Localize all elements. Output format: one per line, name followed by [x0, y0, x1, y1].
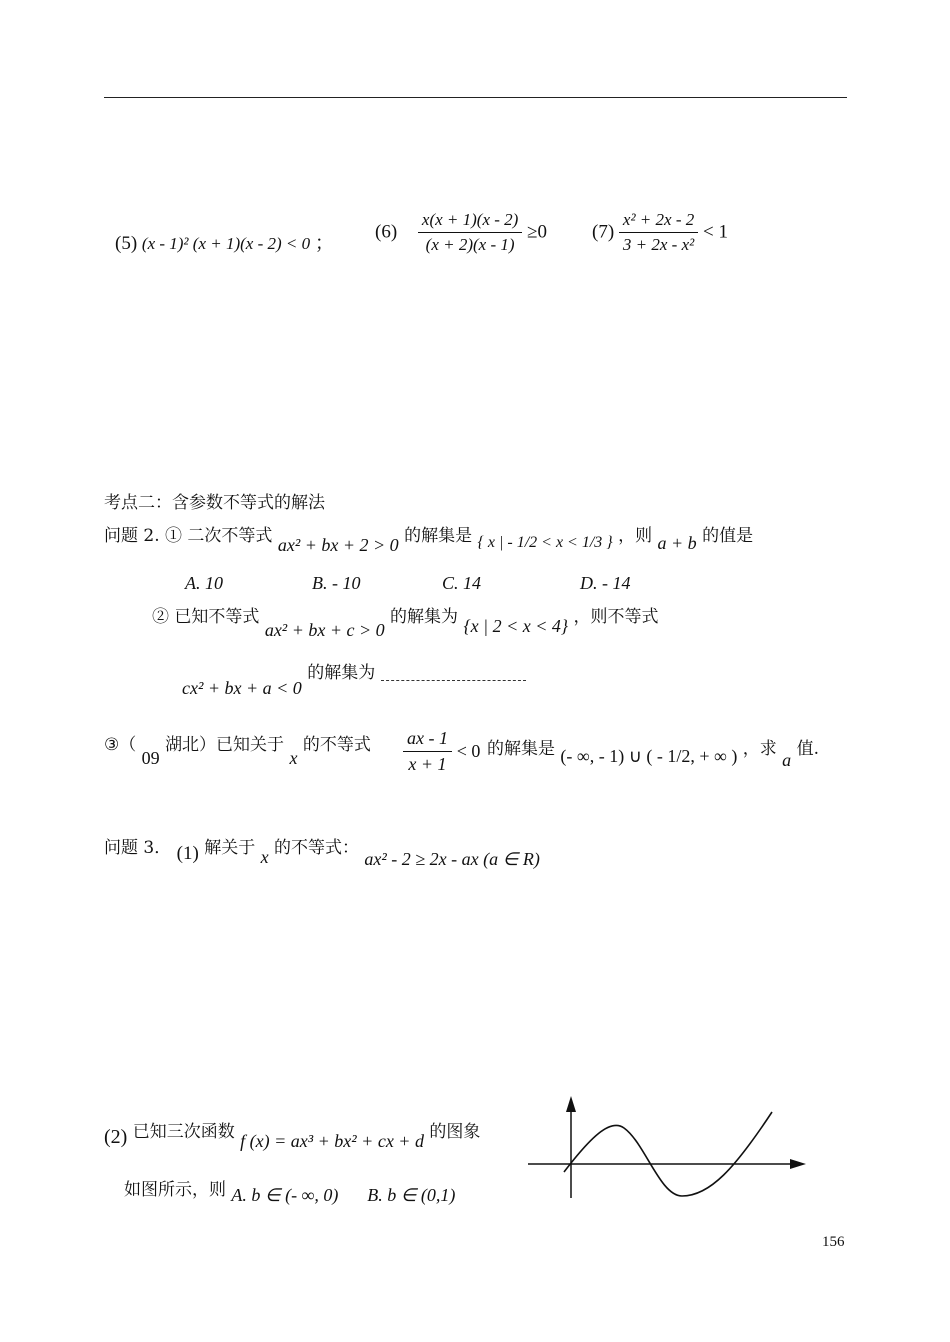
problem-6-label: (6) [375, 221, 398, 243]
q3-p2-text: 已知三次函数 [132, 1122, 235, 1142]
q2-option-c[interactable] [442, 573, 481, 594]
problem-7-fraction [619, 210, 698, 255]
answer-blank[interactable] [381, 666, 526, 681]
problem-6-fraction [418, 210, 522, 255]
q2-part3-fraction [403, 728, 452, 775]
q2-option-b[interactable] [312, 573, 361, 594]
problem-5 [115, 228, 334, 255]
q2-part3-set: (- ∞, - 1) ∪ ( - 1/2, + ∞ ) [560, 746, 738, 766]
q2-ab: a + b [657, 533, 697, 553]
q3-part2-line2 [124, 1175, 456, 1205]
q2-part3-source: 湖北）已知关于 [165, 735, 285, 755]
q2-part2-line2 [182, 658, 526, 698]
q2-part3-relation: < 0 [456, 741, 481, 761]
page-number: 156 [822, 1234, 845, 1250]
q2-mid: 的解集是 [404, 526, 473, 546]
q2-option-d-text: D. - 14 [580, 573, 631, 593]
cubic-graph [520, 1088, 820, 1203]
q3-option-b[interactable]: B. b ∈ (0,1) [367, 1185, 456, 1205]
q3-p1-label: (1) [176, 843, 199, 864]
q3-part1 [104, 833, 540, 869]
q2-part3-label: ③（ [104, 735, 137, 755]
q2-part3-a: a [782, 750, 792, 770]
q3-p1-x: x [260, 847, 269, 867]
q2-option-a-text: A. 10 [185, 573, 223, 593]
problem-5-expr: (x - 1)² (x + 1)(x - 2) < 0 [141, 234, 311, 253]
q3-p1-text: 解关于 [204, 838, 256, 858]
q3-part2 [104, 1117, 481, 1151]
q2-part3-end: 值. [796, 739, 819, 759]
problem-7-denominator: 3 + 2x - x² [622, 235, 695, 254]
q3-option-a[interactable]: A. b ∈ (- ∞, 0) [231, 1185, 339, 1205]
q2-part2-set: {x | 2 < x < 4} [463, 616, 569, 636]
q3-p2-tail: 的图象 [429, 1122, 481, 1142]
separator: ； [314, 233, 334, 254]
problem-5-label: (5) [115, 233, 138, 254]
q2-part3-mid: 的解集是 [487, 739, 555, 759]
x-axis-arrow-icon [790, 1159, 806, 1169]
section-title: 考点二：含参数不等式的解法 [104, 493, 325, 513]
q3-label: 问题 3． [104, 838, 172, 858]
problem-7-relation: < 1 [702, 221, 728, 243]
q2-option-b-text: B. - 10 [312, 573, 361, 593]
q2-option-a[interactable] [185, 573, 223, 594]
problem-6-denominator: (x + 2)(x - 1) [425, 235, 515, 254]
q2-part2-label: ② 已知不等式 [152, 607, 260, 627]
q2-label: 问题 2. ① 二次不等式 [104, 526, 273, 546]
q2-part3-x: x [289, 748, 298, 768]
q3-p2-expr: f (x) = ax³ + bx² + cx + d [240, 1131, 424, 1151]
problem-7-numerator: x² + 2x - 2 [619, 210, 698, 233]
problem-7 [592, 210, 728, 255]
cubic-curve [564, 1112, 772, 1196]
q2-part3-rest [487, 734, 819, 770]
q2-part3-denominator: x + 1 [408, 754, 447, 774]
header-rule [104, 97, 847, 98]
q2-part3-year: 09 [141, 748, 160, 768]
y-axis-arrow-icon [566, 1096, 576, 1112]
q3-p2-line2: 如图所示，则 [124, 1180, 226, 1200]
q2-part3-tail: ，求 [742, 739, 777, 759]
problem-6-numerator: x(x + 1)(x - 2) [418, 210, 522, 233]
q2-tail: 的值是 [702, 526, 754, 546]
q2-part3-text: 的不等式 [302, 735, 371, 755]
problem-6 [375, 210, 547, 255]
q2-part2-tail: ，则不等式 [573, 607, 659, 627]
q2-part3-fraction-wrap [403, 728, 480, 775]
q2-option-c-text: C. 14 [442, 573, 482, 593]
problem-6-relation: ≥0 [527, 221, 548, 243]
q3-p1-text2: 的不等式： [274, 838, 360, 858]
q2-expr: ax² + bx + 2 > 0 [277, 535, 399, 555]
q2-part2-mid: 的解集为 [390, 607, 459, 627]
q2-part3 [104, 730, 371, 768]
q2-part2-expr2: cx² + bx + a < 0 [182, 678, 302, 698]
q2-part2 [152, 602, 659, 640]
q2-part3-numerator: ax - 1 [403, 728, 452, 752]
q3-p1-expr: ax² - 2 ≥ 2x - ax (a ∈ R) [364, 849, 540, 869]
problem-7-label: (7) [592, 221, 615, 243]
q3-p2-label: (2) [104, 1126, 128, 1148]
q2-part1 [104, 521, 754, 555]
q2-set: { x | - 1/2 < x < 1/3 } [477, 534, 613, 551]
q2-part2-expr: ax² + bx + c > 0 [264, 620, 385, 640]
q2-part2-tail2: 的解集为 [307, 663, 376, 683]
q2-option-d[interactable] [580, 573, 631, 594]
q2-then: ，则 [618, 526, 653, 546]
